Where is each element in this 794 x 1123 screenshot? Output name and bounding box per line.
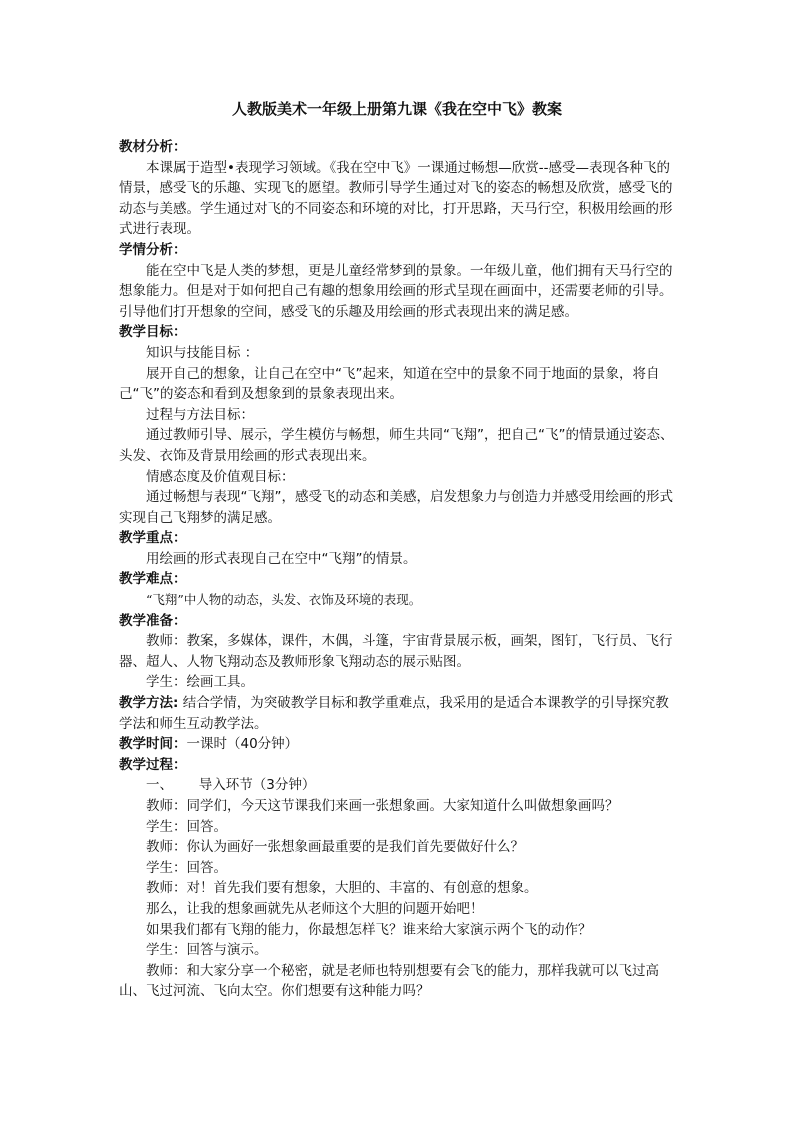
time-text: 一课时（40分钟）: [186, 736, 299, 753]
method-heading: 教学方法:: [119, 695, 179, 712]
method-text: 结合学情，为突破教学目标和教学重难点，我采用的是适合本课教学的引导探究教学法和师生互动教学法。: [119, 695, 669, 732]
difficult-paragraph: “飞翔”中人物的动态，头发、衣饰及环境的表现。: [146, 592, 422, 608]
student-heading: 学情分析：: [119, 241, 187, 258]
goal3-paragraph: 通过畅想与表现“飞翔”，感受飞的动态和美感，启发想象力与创造力并感受用绘画的形式实现自己飞翔梦的满足感。: [119, 489, 673, 526]
process-line: 学生：回答。: [146, 859, 227, 876]
goal3-label: 情感态度及价值观目标：: [146, 468, 295, 485]
document-body: [119, 137, 681, 1002]
process-line: 如果我们都有飞翔的能力，你最想怎样飞？谁来给大家演示两个飞的动作？: [146, 921, 592, 938]
time-paragraph: [119, 734, 681, 755]
prep-student-paragraph: 学生：绘画工具。: [146, 674, 254, 691]
goal2-label: 过程与方法目标：: [146, 406, 254, 423]
goal1-paragraph: 展开自己的想象，让自己在空中“飞”起来，知道在空中的景象不同于地面的景象，将自己“飞”的姿态和看到及想象到的景象表现出来。: [119, 365, 660, 403]
process-step1: 一、 导入环节（3分钟）: [146, 777, 316, 794]
student-paragraph: 能在空中飞是人类的梦想，更是儿童经常梦到的景象。一年级儿童，他们拥有天马行空的想象能力。但是对于如何把自己有趣的想象用绘画的形式呈现在画面中，还需要老师的引导。引导他们打开想象的空间，感受飞的乐趣及用绘画的形式表现出来的满足感。: [119, 262, 673, 320]
goal2-paragraph: 通过教师引导、展示，学生模仿与畅想，师生共同“飞翔”，把自己“飞”的情景通过姿态、头发、衣饰及背景用绘画的形式表现出来。: [119, 427, 674, 464]
goals-heading: 教学目标：: [119, 324, 187, 341]
method-paragraph: [119, 693, 681, 734]
key-heading: 教学重点：: [119, 530, 187, 547]
process-line: 学生：回答。: [146, 818, 227, 835]
process-line: 教师：你认为画好一张想象画最重要的是我们首先要做好什么？: [146, 839, 524, 856]
process-heading: 教学过程：: [119, 756, 187, 773]
key-paragraph: 用绘画的形式表现自己在空中“飞翔”的情景。: [146, 550, 417, 567]
material-paragraph: 本课属于造型•表现学习领域。《我在空中飞》一课通过畅想—欣赏--感受—表现各种飞的情景，感受飞的乐趣、实现飞的愿望。教师引导学生通过对飞的姿态的畅想及欣赏，感受飞的动态与美感。学生通过对飞的不同姿态和环境的对比，打开思路，天马行空，积极用绘画的形式进行表现。: [119, 159, 673, 238]
difficult-heading: 教学难点：: [119, 571, 187, 588]
process-line: 学生：回答与演示。: [146, 942, 268, 959]
time-heading: 教学时间：: [119, 736, 187, 753]
process-line: 那么，让我的想象画就先从老师这个大胆的问题开始吧！: [146, 900, 484, 917]
goal1-label: 知识与技能目标 ：: [146, 344, 259, 361]
document-title: 人教版美术一年级上册第九课《我在空中飞》教案: [231, 100, 562, 118]
process-line: 教师：和大家分享一个秘密，就是老师也特别想要有会飞的能力，那样我就可以飞过高山、飞过河流、飞向太空。你们想要有这种能力吗？: [119, 962, 659, 1000]
prep-heading: 教学准备：: [119, 612, 187, 629]
prep-teacher-paragraph: 教师：教案，多媒体，课件，木偶，斗篷，宇宙背景展示板，画架，图钉，飞行员、飞行器、超人、人物飞翔动态及教师形象飞翔动态的展示贴图。: [119, 633, 673, 670]
process-line: 教师：同学们，今天这节课我们来画一张想象画。大家知道什么叫做想象画吗？: [146, 798, 619, 814]
process-line: 教师：对！首先我们要有想象，大胆的、丰富的、有创意的想象。: [146, 880, 538, 897]
material-heading: 教材分析：: [119, 139, 187, 155]
